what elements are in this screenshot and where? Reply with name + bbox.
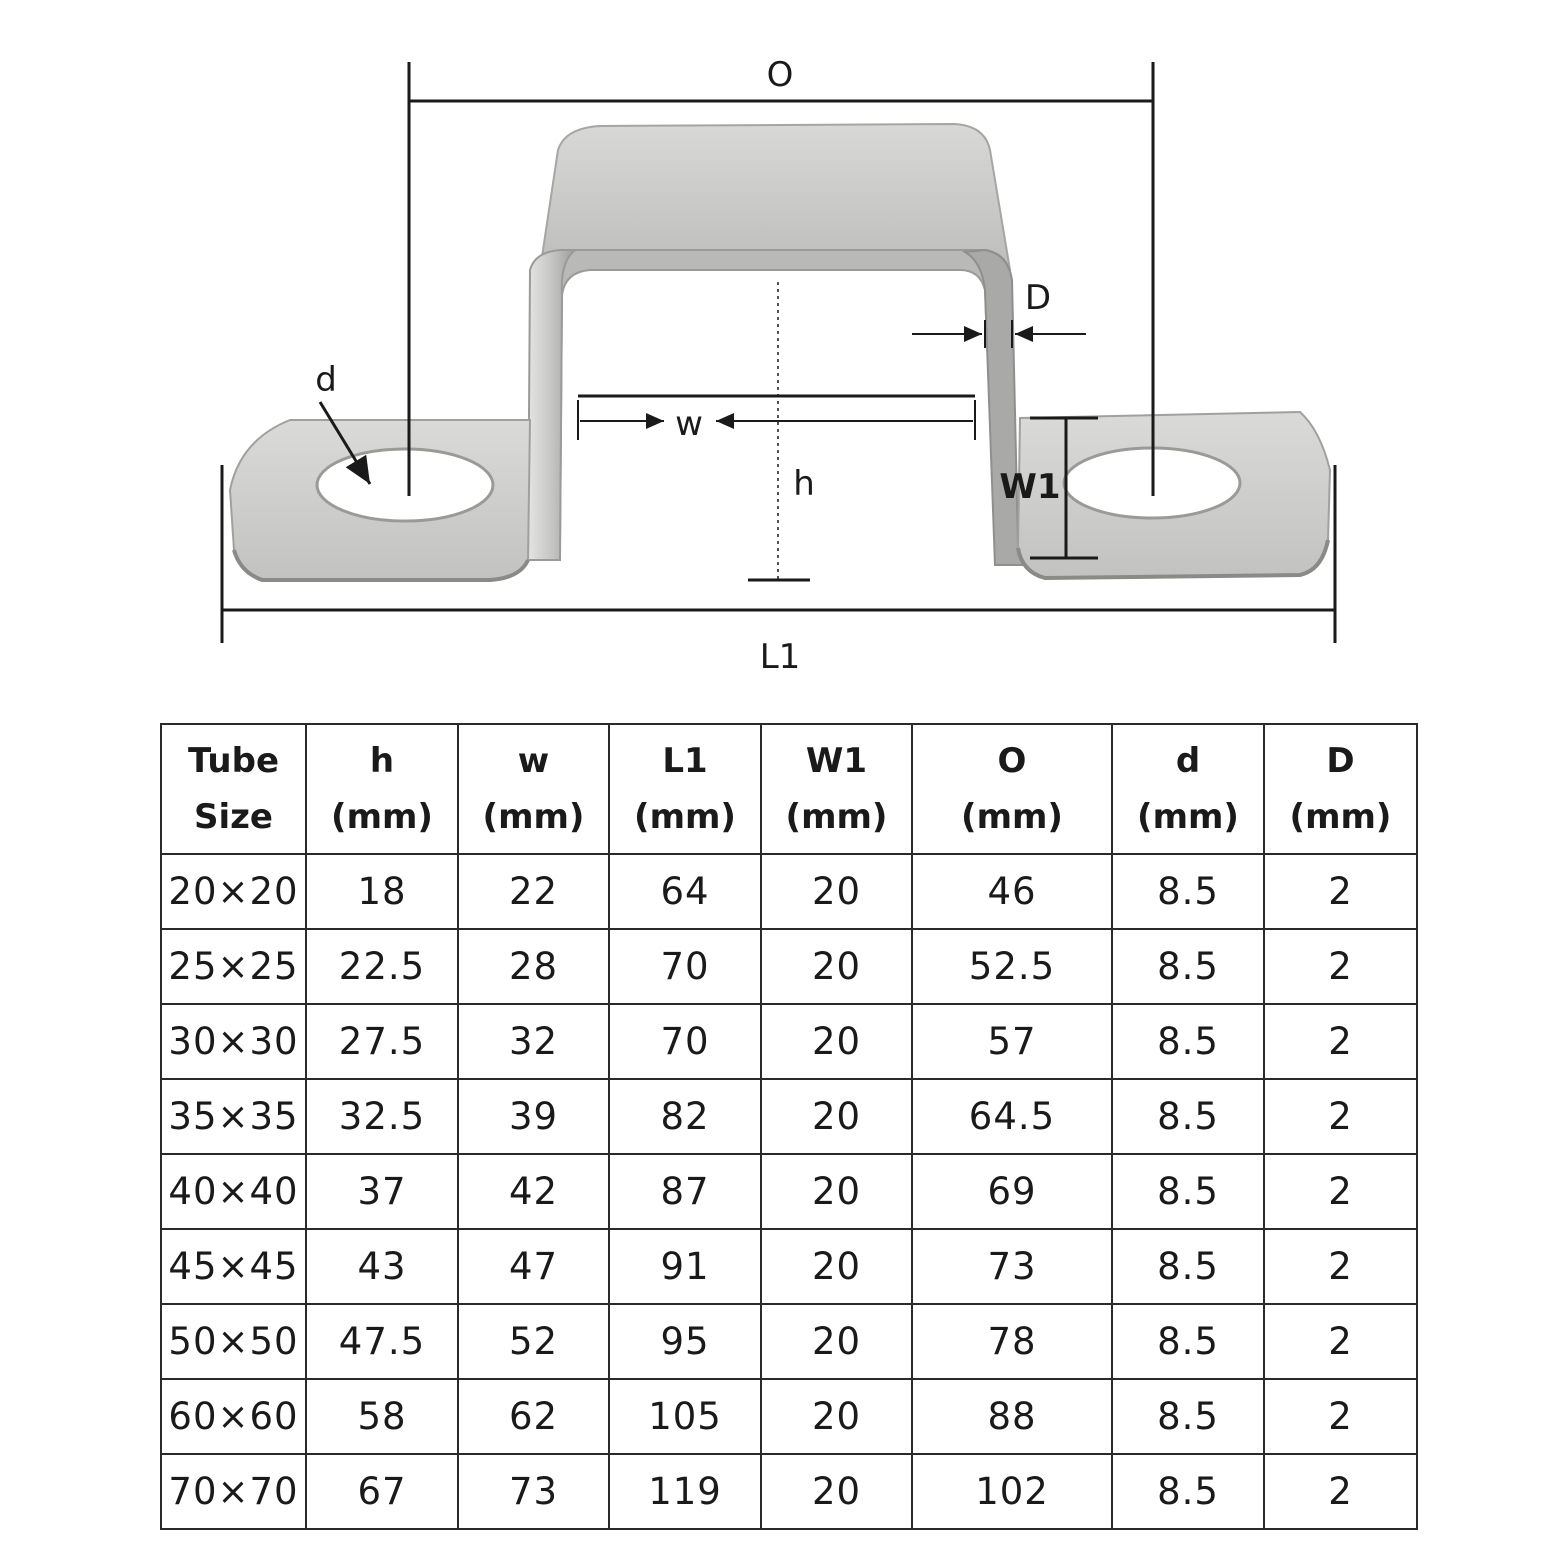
column-header-name: L1 <box>662 741 708 781</box>
table-cell: 105 <box>609 1379 761 1454</box>
table-cell: 8.5 <box>1112 854 1264 929</box>
table-cell: 22 <box>458 854 609 929</box>
column-header-name: h <box>369 741 395 781</box>
table-cell: 47.5 <box>306 1304 458 1379</box>
table-row <box>161 1079 1417 1154</box>
label-small-d: d <box>315 360 337 400</box>
table-cell: 2 <box>1264 1079 1417 1154</box>
column-header <box>161 724 306 854</box>
column-header-unit: (mm) <box>331 797 433 837</box>
column-header-unit: (mm) <box>1289 797 1392 837</box>
table-cell: 62 <box>458 1379 609 1454</box>
column-header-name: w <box>517 741 550 781</box>
table-cell: 20 <box>761 1004 912 1079</box>
table-row <box>161 1379 1417 1454</box>
table-header <box>161 724 1417 854</box>
table-cell: 20 <box>761 1304 912 1379</box>
label-h: h <box>793 464 815 504</box>
table-cell: 20 <box>761 929 912 1004</box>
table-row <box>161 1229 1417 1304</box>
table-row <box>161 854 1417 929</box>
table-cell: 8.5 <box>1112 1304 1264 1379</box>
table-cell: 91 <box>609 1229 761 1304</box>
table-cell: 46 <box>912 854 1112 929</box>
table-cell: 20 <box>761 1379 912 1454</box>
tube-size-cell: 35×35 <box>161 1079 306 1154</box>
table-cell: 64 <box>609 854 761 929</box>
table-cell: 73 <box>458 1454 609 1529</box>
table-cell: 2 <box>1264 1304 1417 1379</box>
column-header-unit: (mm) <box>961 797 1063 837</box>
column-header <box>458 724 609 854</box>
table-cell: 2 <box>1264 929 1417 1004</box>
label-w1: W1 <box>999 467 1061 507</box>
table-cell: 8.5 <box>1112 1079 1264 1154</box>
table-cell: 8.5 <box>1112 1154 1264 1229</box>
table-cell: 88 <box>912 1379 1112 1454</box>
table-cell: 119 <box>609 1454 761 1529</box>
table-cell: 20 <box>761 1079 912 1154</box>
table-row <box>161 929 1417 1004</box>
table-cell: 8.5 <box>1112 929 1264 1004</box>
table-row <box>161 1004 1417 1079</box>
table-cell: 20 <box>761 1454 912 1529</box>
table-row <box>161 1304 1417 1379</box>
column-header-unit: Size <box>194 797 273 837</box>
table-cell: 2 <box>1264 1154 1417 1229</box>
table-cell: 73 <box>912 1229 1112 1304</box>
tube-size-cell: 50×50 <box>161 1304 306 1379</box>
header-row <box>161 724 1417 854</box>
table-cell: 8.5 <box>1112 1004 1264 1079</box>
table-cell: 57 <box>912 1004 1112 1079</box>
column-header <box>761 724 912 854</box>
tube-size-cell: 40×40 <box>161 1154 306 1229</box>
column-header-name: D <box>1326 741 1355 781</box>
tube-size-cell: 25×25 <box>161 929 306 1004</box>
table-row <box>161 1454 1417 1529</box>
label-big-d: D <box>1024 278 1052 318</box>
table-cell: 20 <box>761 1229 912 1304</box>
table-cell: 43 <box>306 1229 458 1304</box>
column-header-unit: (mm) <box>1137 797 1239 837</box>
table-cell: 20 <box>761 1154 912 1229</box>
table-cell: 39 <box>458 1079 609 1154</box>
table-cell: 8.5 <box>1112 1379 1264 1454</box>
column-header-name: O <box>997 741 1027 781</box>
table-cell: 2 <box>1264 854 1417 929</box>
table-cell: 64.5 <box>912 1079 1112 1154</box>
table-cell: 32 <box>458 1004 609 1079</box>
table-cell: 102 <box>912 1454 1112 1529</box>
table-cell: 42 <box>458 1154 609 1229</box>
table-cell: 69 <box>912 1154 1112 1229</box>
column-header <box>912 724 1112 854</box>
bracket-dimension-diagram <box>0 0 1568 700</box>
label-w: w <box>675 404 703 444</box>
table-cell: 82 <box>609 1079 761 1154</box>
table-cell: 28 <box>458 929 609 1004</box>
table-row <box>161 1154 1417 1229</box>
table-cell: 2 <box>1264 1379 1417 1454</box>
table-cell: 2 <box>1264 1229 1417 1304</box>
table-cell: 52.5 <box>912 929 1112 1004</box>
table-cell: 22.5 <box>306 929 458 1004</box>
column-header-name: d <box>1175 741 1201 781</box>
table-cell: 67 <box>306 1454 458 1529</box>
tube-size-cell: 30×30 <box>161 1004 306 1079</box>
label-o: O <box>766 55 794 95</box>
tube-size-cell: 60×60 <box>161 1379 306 1454</box>
table-cell: 78 <box>912 1304 1112 1379</box>
table-cell: 37 <box>306 1154 458 1229</box>
tube-size-cell: 20×20 <box>161 854 306 929</box>
dimension-spec-table <box>160 723 1418 1530</box>
column-header-unit: (mm) <box>634 797 736 837</box>
table-cell: 18 <box>306 854 458 929</box>
table-cell: 2 <box>1264 1004 1417 1079</box>
table-cell: 70 <box>609 929 761 1004</box>
table-body <box>161 854 1417 1529</box>
table-cell: 95 <box>609 1304 761 1379</box>
table-cell: 2 <box>1264 1454 1417 1529</box>
table-cell: 27.5 <box>306 1004 458 1079</box>
table-cell: 47 <box>458 1229 609 1304</box>
table-cell: 20 <box>761 854 912 929</box>
table-cell: 87 <box>609 1154 761 1229</box>
column-header <box>306 724 458 854</box>
column-header-name: Tube <box>187 741 280 781</box>
table-cell: 52 <box>458 1304 609 1379</box>
tube-size-cell: 45×45 <box>161 1229 306 1304</box>
column-header-name: W1 <box>805 741 868 781</box>
column-header <box>1264 724 1417 854</box>
label-l1: L1 <box>759 637 801 677</box>
u-bracket-illustration <box>230 124 1330 580</box>
table-cell: 58 <box>306 1379 458 1454</box>
table-cell: 32.5 <box>306 1079 458 1154</box>
table-cell: 70 <box>609 1004 761 1079</box>
table-cell: 8.5 <box>1112 1454 1264 1529</box>
tube-size-cell: 70×70 <box>161 1454 306 1529</box>
column-header-unit: (mm) <box>785 797 888 837</box>
column-header-unit: (mm) <box>482 797 585 837</box>
column-header <box>1112 724 1264 854</box>
column-header <box>609 724 761 854</box>
table-cell: 8.5 <box>1112 1229 1264 1304</box>
